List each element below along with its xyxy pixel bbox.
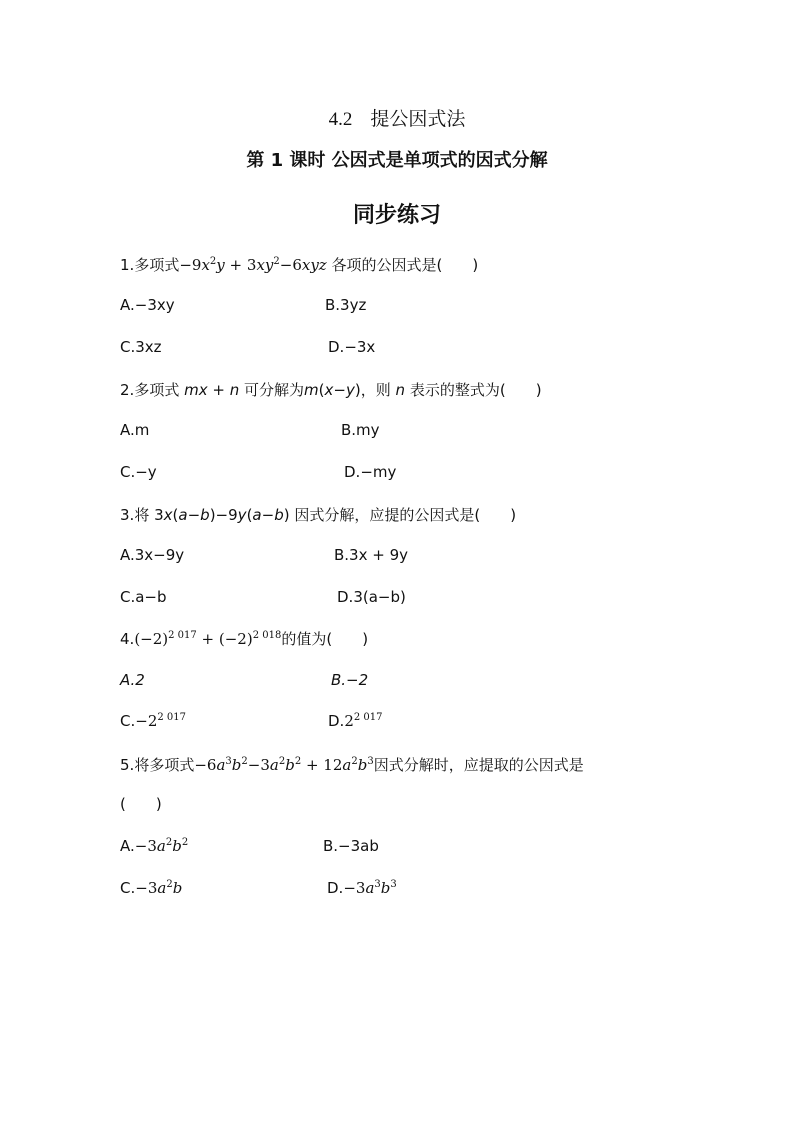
question-4: $4.(-2)^{2 017} + (-2)^{2 018}$的值为( ) [120, 630, 369, 648]
question-3: 3.将 3x(a−b)−9y(a−b) 因式分解，应提的公因式是( ) [120, 506, 517, 524]
q1-option-c[interactable]: C.3xz [120, 338, 162, 356]
q5-expression: $-6a^3b^2-3a^2b^2 + 12a^2b^3$ [194, 756, 374, 774]
q4-option-b[interactable]: B.−2 [331, 671, 369, 689]
q4-option-a[interactable]: A.2 [120, 671, 145, 689]
q3-option-b[interactable]: B.3x + 9y [334, 546, 409, 564]
title-text: 提公因式法 [370, 108, 466, 130]
question-5-answer-paren: ( ) [120, 795, 162, 813]
q3-option-d[interactable]: D.3(a−b) [337, 588, 406, 606]
q2-option-d[interactable]: D.−my [344, 463, 397, 481]
q3-option-c[interactable]: C.a−b [120, 588, 167, 606]
q1-option-b[interactable]: B.3yz [325, 296, 367, 314]
q3-option-a[interactable]: A.3x−9y [120, 546, 185, 564]
q2-option-a[interactable]: A.m [120, 421, 150, 439]
lesson-title: 第 1 课时 公因式是单项式的因式分解 [246, 150, 548, 171]
q4-option-c[interactable]: $C.-2^{2 017}$ [120, 712, 187, 730]
section-heading: 同步练习 [352, 203, 441, 228]
q5-option-b[interactable]: B.−3ab [323, 837, 379, 855]
q4-option-d[interactable]: $D.2^{2 017}$ [328, 712, 383, 730]
q5-option-d[interactable]: $D.-3a^3b^3$ [327, 879, 397, 897]
q5-option-a[interactable]: $A.-3a^2b^2$ [120, 837, 189, 855]
question-1: 1.多项式$-9x^2y + 3xy^2-6xyz$ 各项的公因式是( ) [120, 256, 479, 274]
q2-option-b[interactable]: B.my [341, 421, 380, 439]
q5-option-c[interactable]: $C.-3a^2b$ [120, 879, 183, 897]
q4-expression: $(-2)^{2 017} + (-2)^{2 018}$ [134, 630, 282, 648]
question-5: 5.将多项式$-6a^3b^2-3a^2b^2 + 12a^2b^3$因式分解时，应提取的公因式是 [120, 756, 584, 774]
q1-option-a[interactable]: A.−3xy [120, 296, 175, 314]
q1-option-d[interactable]: D.−3x [328, 338, 376, 356]
q2-option-c[interactable]: C.−y [120, 463, 157, 481]
section-number: 4.2 [328, 109, 353, 130]
q1-expression: $-9x^2y + 3xy^2-6xyz$ [179, 256, 327, 274]
question-2: 2.多项式 mx + n 可分解为m(x−y)，则 n 表示的整式为( ) [120, 381, 542, 399]
page-title [0, 104, 794, 131]
